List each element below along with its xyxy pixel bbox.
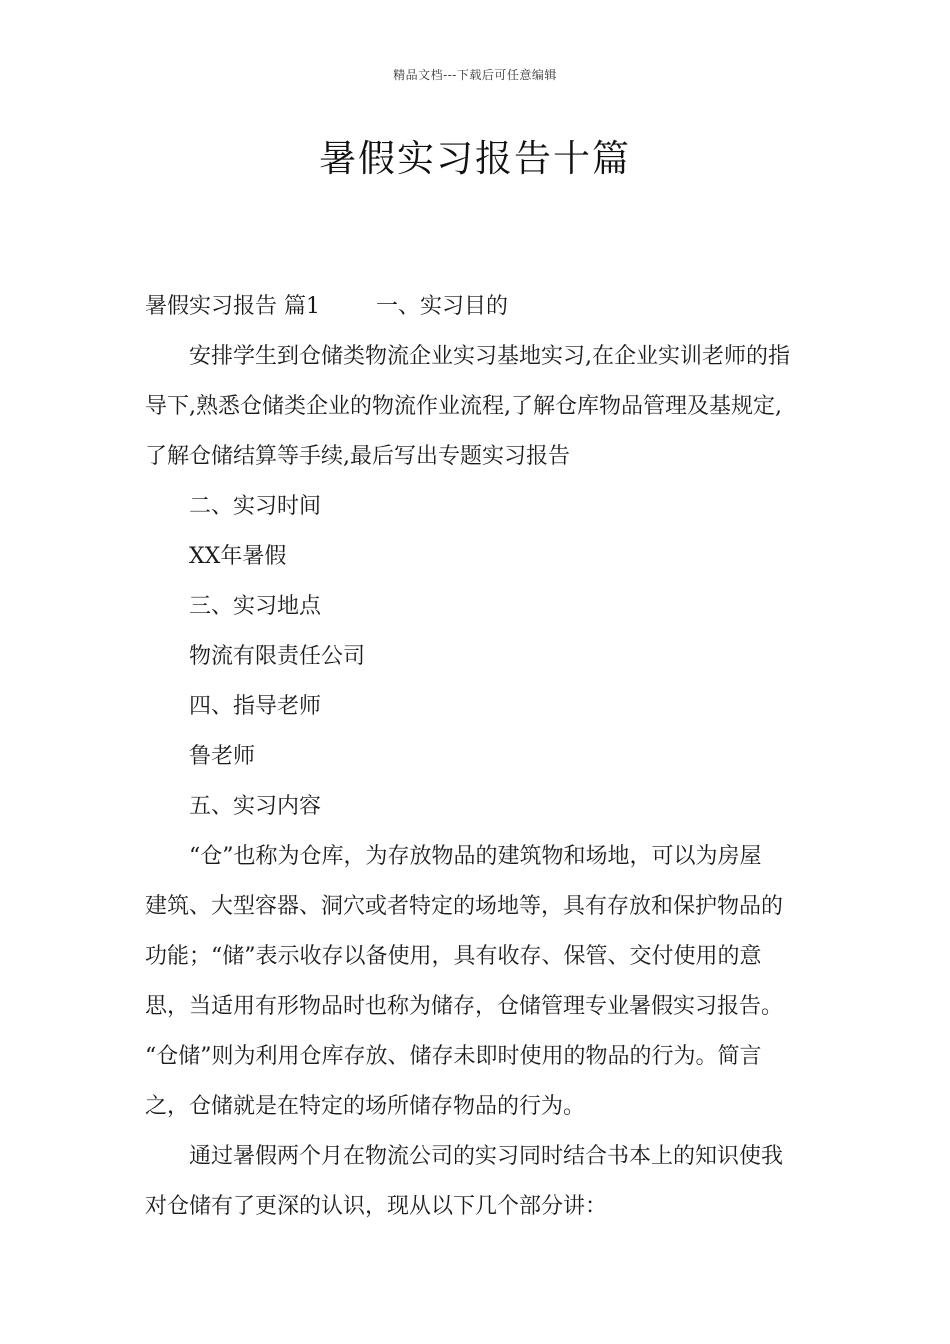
paragraph-line: 建筑、大型容器、洞穴或者特定的场地等，具有存放和保护物品的 xyxy=(145,894,784,919)
paragraph-line: 通过暑假两个月在物流公司的实习同时结合书本上的知识使我 xyxy=(189,1144,784,1169)
paragraph-line: 功能；“储”表示收存以备使用，具有收存、保管、交付使用的意 xyxy=(145,944,762,969)
paragraph-line: 了解仓储结算等手续,最后写出专题实习报告 xyxy=(145,444,570,469)
page-header: 精品文档---下载后可任意编辑 xyxy=(393,68,557,82)
paragraph-line: 物流有限责任公司 xyxy=(189,644,366,669)
paragraph-line: 之，仓储就是在特定的场所储存物品的行为。 xyxy=(145,1094,586,1119)
article-label: 暑假实习报告 篇1 xyxy=(145,294,320,319)
paragraph-line: 导下,熟悉仓储类企业的物流作业流程,了解仓库物品管理及基规定, xyxy=(145,394,782,419)
section-heading: 三、实习地点 xyxy=(189,594,322,619)
section-heading: 五、实习内容 xyxy=(189,794,322,819)
paragraph-line: XX年暑假 xyxy=(189,544,287,569)
document-body xyxy=(145,282,807,1232)
paragraph-line: “仓”也称为仓库，为存放物品的建筑物和场地，可以为房屋 xyxy=(189,844,762,869)
paragraph-line: 对仓储有了更深的认识，现从以下几个部分讲： xyxy=(145,1194,608,1219)
section-heading: 二、实习时间 xyxy=(189,494,322,519)
document-title: 暑假实习报告十篇 xyxy=(319,137,631,180)
section-heading: 一、实习目的 xyxy=(376,294,509,319)
paragraph-line: 鲁老师 xyxy=(189,744,256,769)
section-heading: 四、指导老师 xyxy=(189,694,322,719)
section-heading-line xyxy=(145,282,807,332)
paragraph-line: “仓储”则为利用仓库存放、储存未即时使用的物品的行为。简言 xyxy=(145,1044,762,1069)
paragraph-line: 安排学生到仓储类物流企业实习基地实习,在企业实训老师的指 xyxy=(189,344,790,369)
paragraph-line: 思，当适用有形物品时也称为储存，仓储管理专业暑假实习报告。 xyxy=(145,994,784,1019)
